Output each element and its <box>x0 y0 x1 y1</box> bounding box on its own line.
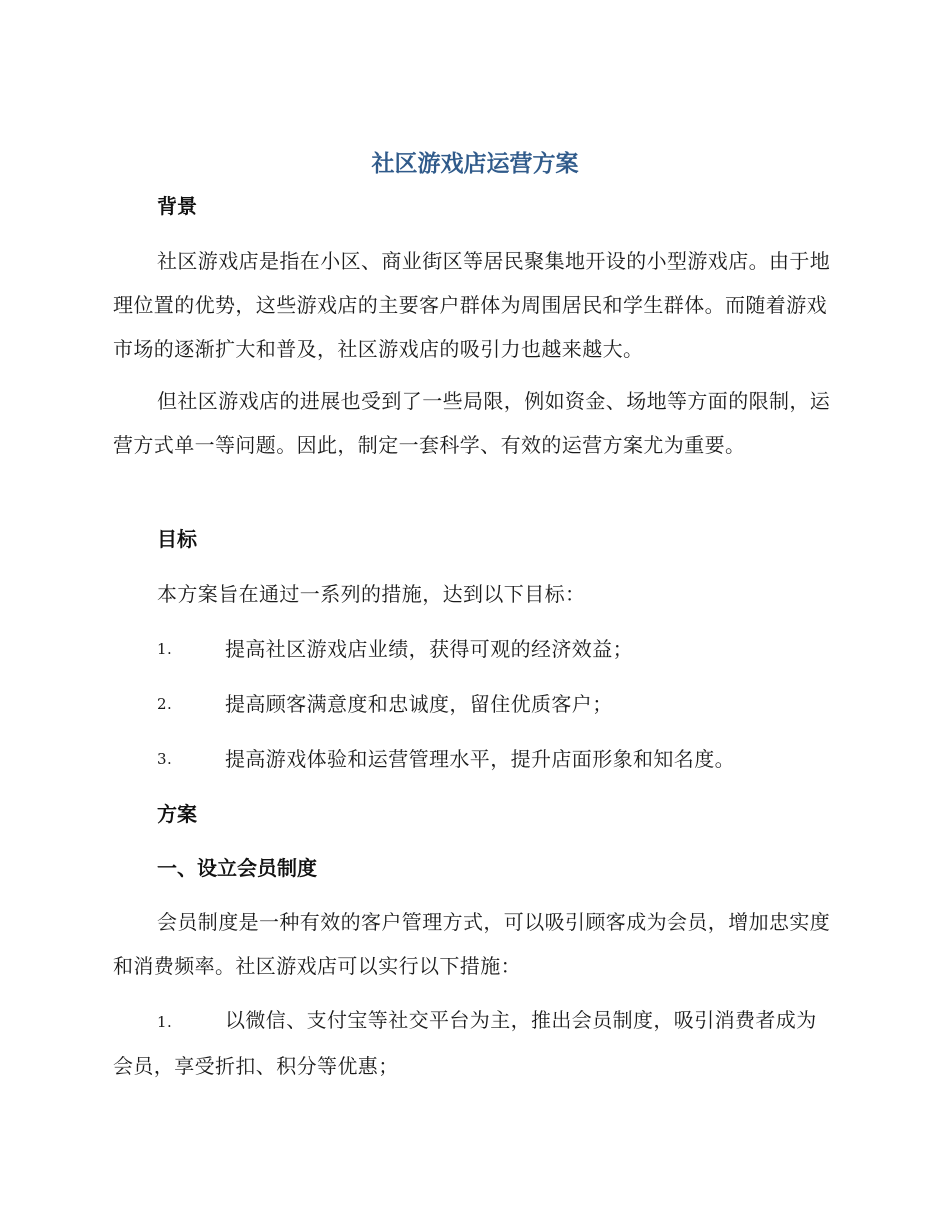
list-item-number: 1. <box>157 640 173 658</box>
background-paragraph-1: 社区游戏店是指在小区、商业街区等居民聚集地开设的小型游戏店。由于地理位置的优势，这些游戏店的主要客户群体为周围居民和学生群体。而随着游戏市场的逐渐扩大和普及，社区游戏店的吸引力也越来越大。 <box>113 249 831 361</box>
list-item <box>157 689 613 719</box>
goals-intro: 本方案旨在通过一系列的措施，达到以下目标： <box>157 582 586 606</box>
document-title: 社区游戏店运营方案 <box>371 151 579 177</box>
list-item <box>157 634 633 664</box>
background-paragraph-2: 但社区游戏店的进展也受到了一些局限，例如资金、场地等方面的限制，运营方式单一等问题。因此，制定一套科学、有效的运营方案尤为重要。 <box>113 389 831 457</box>
list-item-number: 1. <box>157 1013 173 1031</box>
heading-plan: 方案 <box>157 802 197 826</box>
list-item-number: 2. <box>157 695 173 713</box>
membership-paragraph: 会员制度是一种有效的客户管理方式，可以吸引顾客成为会员，增加忠实度和消费频率。社区游戏店可以实行以下措施： <box>113 910 831 978</box>
list-item-text: 提高顾客满意度和忠诚度，留住优质客户； <box>225 692 613 716</box>
heading-membership: 一、设立会员制度 <box>157 856 317 880</box>
list-item-text: 以微信、支付宝等社交平台为主，推出会员制度，吸引消费者成为会员，享受折扣、积分等优惠； <box>113 1008 817 1078</box>
list-item-text: 提高游戏体验和运营管理水平，提升店面形象和知名度。 <box>225 747 735 771</box>
list-item <box>113 998 833 1088</box>
heading-background: 背景 <box>157 194 197 218</box>
list-item <box>157 744 735 774</box>
heading-goals: 目标 <box>157 527 197 551</box>
list-item-number: 3. <box>157 750 173 768</box>
list-item-text: 提高社区游戏店业绩，获得可观的经济效益； <box>225 637 633 661</box>
